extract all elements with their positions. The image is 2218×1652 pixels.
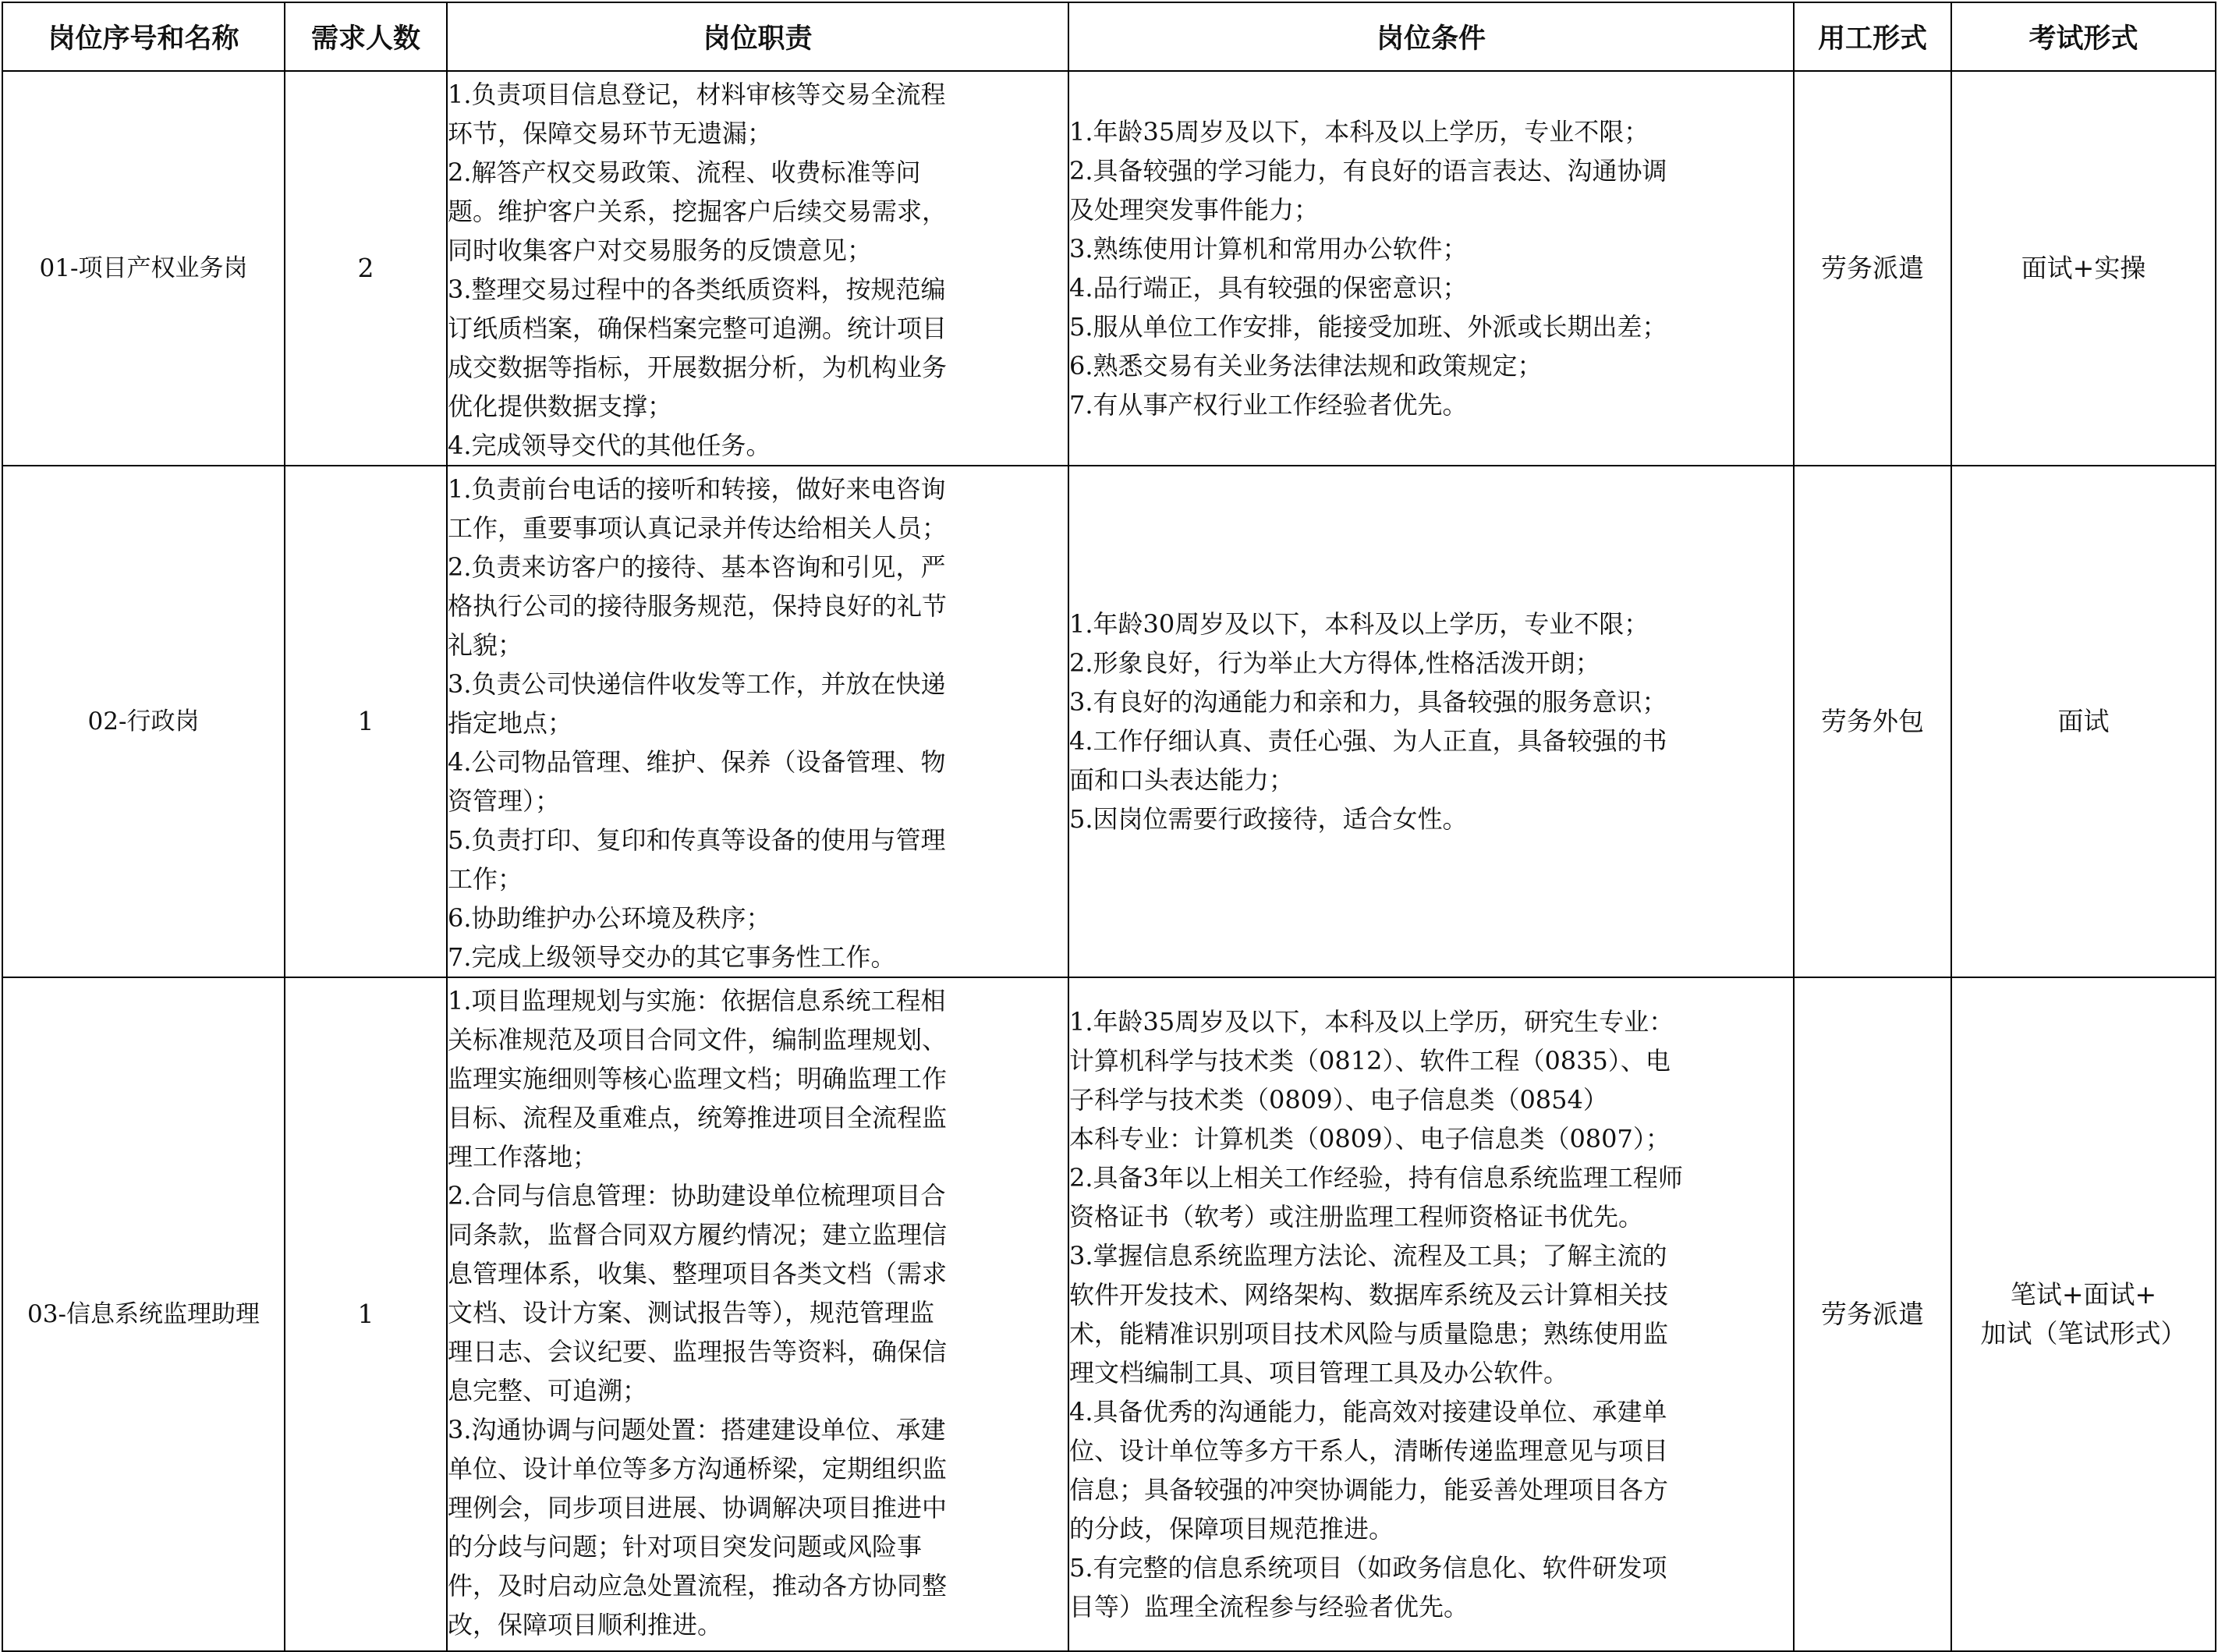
cell-text-line: 理例会，同步项目进展、协调解决项目推进中 [448,1493,948,1523]
cell-text-line: 单位、设计单位等多方沟通桥梁，定期组织监 [448,1454,948,1484]
cell-text-line: 同时收集客户对交易服务的反馈意见； [448,236,873,265]
cell-text-line: 7.有从事产权行业工作经验者优先。 [1069,390,1468,420]
duties-cell [447,466,1068,977]
job-positions-table [2,2,2216,1652]
cell-text-line: 格执行公司的接待服务规范，保持良好的礼节 [448,591,948,621]
table-row [2,466,2216,977]
cell-text-line: 笔试+面试+ [2010,1279,2157,1310]
cell-text-line: 环节，保障交易环节无遗漏； [448,119,773,148]
cell-text-line: 息完整、可追溯； [448,1376,648,1406]
cell-text-line: 的分歧，保障项目规范推进。 [1069,1514,1394,1544]
employment-type-cell: 劳务外包 [1794,466,1951,977]
headcount-cell: 2 [285,71,447,466]
cell-text-line: 4.品行端正，具有较强的保密意识； [1069,273,1468,303]
header-headcount: 需求人数 [285,2,447,71]
position-name-cell: 03-信息系统监理助理 [2,977,285,1651]
cell-text-line: 2.解答产权交易政策、流程、收费标准等问 [448,158,921,187]
cell-text-line: 息管理体系，收集、整理项目各类文档（需求 [448,1259,948,1289]
cell-text-line: 关标准规范及项目合同文件，编制监理规划、 [448,1025,948,1055]
cell-text-line: 优化提供数据支撑； [448,392,673,421]
cell-text-line: 5.有完整的信息系统项目（如政务信息化、软件研发项 [1069,1553,1667,1583]
cell-text-line: 1.负责项目信息登记，材料审核等交易全流程 [448,80,946,109]
header-position-name: 岗位序号和名称 [2,2,285,71]
cell-text-line: 7.完成上级领导交办的其它事务性工作。 [448,942,896,972]
cell-text-line: 理工作落地； [448,1142,598,1172]
cell-text-line: 2.形象良好，行为举止大方得体,性格活泼开朗； [1069,648,1600,678]
conditions-cell [1068,466,1794,977]
header-employment-type: 用工形式 [1794,2,1951,71]
cell-text-line: 指定地点； [448,708,573,738]
cell-text-line: 6.熟悉交易有关业务法律法规和政策规定； [1069,351,1543,381]
cell-text-line: 3.掌握信息系统监理方法论、流程及工具；了解主流的 [1069,1241,1667,1271]
cell-text-line: 理文档编制工具、项目管理工具及办公软件。 [1069,1358,1569,1388]
cell-text-line: 3.熟练使用计算机和常用办公软件； [1069,234,1468,264]
cell-text-line: 面试+实操 [2021,253,2146,283]
cell-text-line: 订纸质档案，确保档案完整可追溯。统计项目 [448,314,948,343]
cell-text-line: 目等）监理全流程参与经验者优先。 [1069,1592,1469,1622]
cell-text-line: 1.年龄35周岁及以下，本科及以上学历，专业不限； [1069,117,1649,147]
cell-text-line: 1.年龄30周岁及以下，本科及以上学历，专业不限； [1069,609,1649,639]
cell-text-line: 4.公司物品管理、维护、保养（设备管理、物 [448,747,946,777]
cell-text-line: 资格证书（软考）或注册监理工程师资格证书优先。 [1069,1202,1644,1232]
duties-cell [447,977,1068,1651]
header-conditions: 岗位条件 [1068,2,1794,71]
cell-text-line: 监理实施细则等核心监理文档；明确监理工作 [448,1064,948,1094]
cell-text-line: 及处理突发事件能力； [1069,195,1320,225]
cell-text-line: 2.具备较强的学习能力，有良好的语言表达、沟通协调 [1069,156,1667,186]
cell-text-line: 1.项目监理规划与实施：依据信息系统工程相 [448,986,946,1016]
cell-text-line: 2.合同与信息管理：协助建设单位梳理项目合 [448,1181,946,1211]
cell-text-line: 成交数据等指标，开展数据分析，为机构业务 [448,353,948,382]
header-duties: 岗位职责 [447,2,1068,71]
headcount-cell: 1 [285,977,447,1651]
cell-text-line: 的分歧与问题；针对项目突发问题或风险事 [448,1532,923,1562]
table-row [2,977,2216,1651]
cell-text-line: 改，保障项目顺利推进。 [448,1610,723,1640]
exam-type-cell [1951,71,2216,466]
cell-text-line: 6.协助维护办公环境及秩序； [448,903,771,933]
cell-text-line: 术，能精准识别项目技术风险与质量隐患；熟练使用监 [1069,1319,1669,1349]
cell-text-line: 工作，重要事项认真记录并传达给相关人员； [448,513,948,543]
cell-text-line: 本科专业：计算机类（0809）、电子信息类（0807）； [1069,1124,1671,1154]
employment-type-cell: 劳务派遣 [1794,977,1951,1651]
conditions-cell [1068,71,1794,466]
cell-text-line: 位、设计单位等多方干系人，清晰传递监理意见与项目 [1069,1436,1669,1466]
exam-type-cell [1951,977,2216,1651]
cell-text-line: 3.沟通协调与问题处置：搭建建设单位、承建 [448,1415,946,1445]
cell-text-line: 3.有良好的沟通能力和亲和力，具备较强的服务意识； [1069,687,1667,717]
employment-type-cell: 劳务派遣 [1794,71,1951,466]
cell-text-line: 件，及时启动应急处置流程，推动各方协同整 [448,1571,948,1601]
cell-text-line: 2.负责来访客户的接待、基本咨询和引见，严 [448,552,946,582]
cell-text-line: 文档、设计方案、测试报告等），规范管理监 [448,1298,935,1328]
exam-type-cell [1951,466,2216,977]
cell-text-line: 同条款，监督合同双方履约情况；建立监理信 [448,1220,948,1250]
cell-text-line: 信息；具备较强的冲突协调能力，能妥善处理项目各方 [1069,1475,1669,1505]
headcount-cell: 1 [285,466,447,977]
cell-text-line: 5.服从单位工作安排，能接受加班、外派或长期出差； [1069,312,1667,342]
cell-text-line: 子科学与技术类（0809）、电子信息类（0854） [1069,1085,1608,1115]
cell-text-line: 5.负责打印、复印和传真等设备的使用与管理 [448,825,946,855]
cell-text-line: 4.工作仔细认真、责任心强、为人正直，具备较强的书 [1069,726,1667,756]
conditions-cell [1068,977,1794,1651]
cell-text-line: 软件开发技术、网络架构、数据库系统及云计算相关技 [1069,1280,1669,1310]
cell-text-line: 理日志、会议纪要、监理报告等资料，确保信 [448,1337,948,1367]
position-name-cell: 02-行政岗 [2,466,285,977]
cell-text-line: 5.因岗位需要行政接待，适合女性。 [1069,804,1468,834]
cell-text-line: 1.年龄35周岁及以下，本科及以上学历，研究生专业： [1069,1007,1674,1037]
cell-text-line: 工作； [448,864,523,894]
cell-text-line: 加试（笔试形式） [1980,1318,2187,1349]
cell-text-line: 礼貌； [448,630,523,660]
cell-text-line: 3.整理交易过程中的各类纸质资料，按规范编 [448,275,946,304]
cell-text-line: 1.负责前台电话的接听和转接，做好来电咨询 [448,474,946,504]
cell-text-line: 计算机科学与技术类（0812）、软件工程（0835）、电 [1069,1046,1671,1076]
cell-text-line: 资管理）； [448,786,561,816]
duties-cell [447,71,1068,466]
cell-text-line: 面试 [2057,706,2110,736]
table-row [2,71,2216,466]
cell-text-line: 目标、流程及重难点，统筹推进项目全流程监 [448,1103,948,1133]
cell-text-line: 2.具备3年以上相关工作经验，持有信息系统监理工程师 [1069,1163,1683,1193]
cell-text-line: 4.具备优秀的沟通能力，能高效对接建设单位、承建单 [1069,1397,1667,1427]
position-name-cell: 01-项目产权业务岗 [2,71,285,466]
cell-text-line: 题。维护客户关系，挖掘客户后续交易需求， [448,197,948,226]
cell-text-line: 面和口头表达能力； [1069,765,1295,795]
table-header-row [2,2,2216,71]
cell-text-line: 4.完成领导交代的其他任务。 [448,431,771,460]
header-exam-type: 考试形式 [1951,2,2216,71]
cell-text-line: 3.负责公司快递信件收发等工作，并放在快递 [448,669,946,699]
